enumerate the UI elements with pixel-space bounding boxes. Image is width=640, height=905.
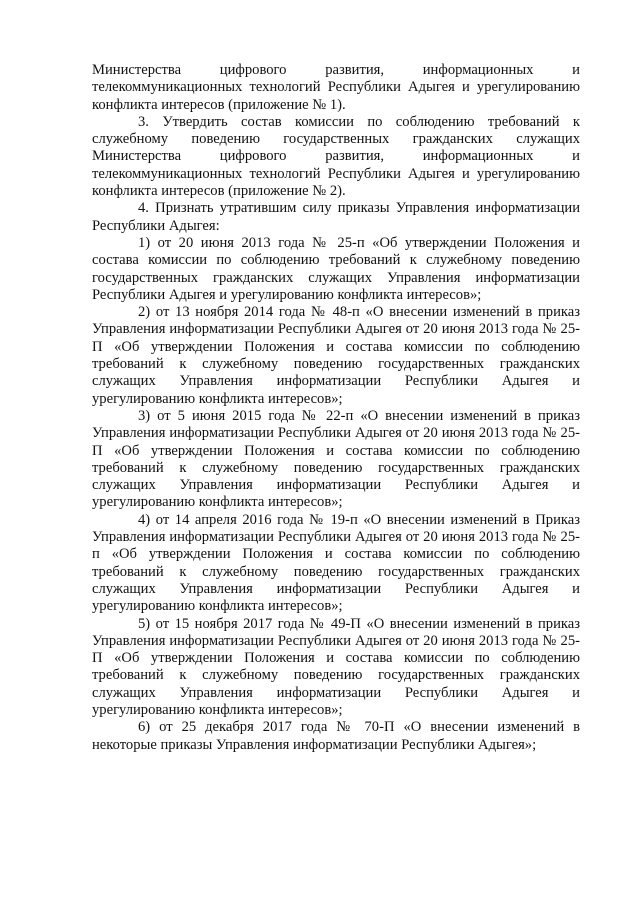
list-item: 1) от 20 июня 2013 года № 25-п «Об утверждении Положения и состава комиссии по соблюдению требований к служебному поведению государственных гражданских служащих Управления информатизации Республики Адыгея и урегулированию конфликта интересов»;: [92, 234, 580, 303]
list-item: 2) от 13 ноября 2014 года № 48-п «О внесении изменений в приказ Управления информатизации Республики Адыгея от 20 июня 2013 года № 25-П «Об утверждении Положения и состава комиссии по соблюдению требований к служебному поведению государственных гражданских служащих Управления информатизации Республики Адыгея и урегулированию конфликта интересов»;: [92, 304, 580, 407]
paragraph-continuation: Министерства цифрового развития, информационных и телекоммуникационных технологий Республики Адыгея и урегулированию конфликта интересов (приложение № 1).: [92, 62, 580, 113]
list-item: 4) от 14 апреля 2016 года № 19-п «О внесении изменений в Приказ Управления информатизации Республики Адыгея от 20 июня 2013 года № 25-п «Об утверждении Положения и состава комиссии по соблюдению требований к служебному поведению государственных гражданских служащих Управления информатизации Республики Адыгея и урегулированию конфликта интересов»;: [92, 511, 580, 615]
paragraph-item-3: 3. Утвердить состав комиссии по соблюдению требований к служебному поведению государственных гражданских служащих Министерства цифрового развития, информационных и телекоммуникационных технологий Республики Адыгея и урегулированию конфликта интересов (приложение № 2).: [92, 113, 580, 200]
list-item: 6) от 25 декабря 2017 года № 70-П «О внесении изменений в некоторые приказы Управления информатизации Республики Адыгея»;: [92, 719, 580, 753]
list-item: 5) от 15 ноября 2017 года № 49-П «О внесении изменений в приказ Управления информатизации Республики Адыгея от 20 июня 2013 года № 25-П «Об утверждении Положения и состава комиссии по соблюдению требований к служебному поведению государственных гражданских служащих Управления информатизации Республики Адыгея и урегулированию конфликта интересов»;: [92, 615, 580, 718]
paragraph-item-4: 4. Признать утратившим силу приказы Управления информатизации Республики Адыгея:: [92, 200, 580, 234]
list-item: 3) от 5 июня 2015 года № 22-п «О внесении изменений в приказ Управления информатизации Республики Адыгея от 20 июня 2013 года № 25-П «Об утверждении Положения и состава комиссии по соблюдению требований к служебному поведению государственных гражданских служащих Управления информатизации Республики Адыгея и урегулированию конфликта интересов»;: [92, 407, 580, 511]
document-page: [92, 62, 580, 754]
